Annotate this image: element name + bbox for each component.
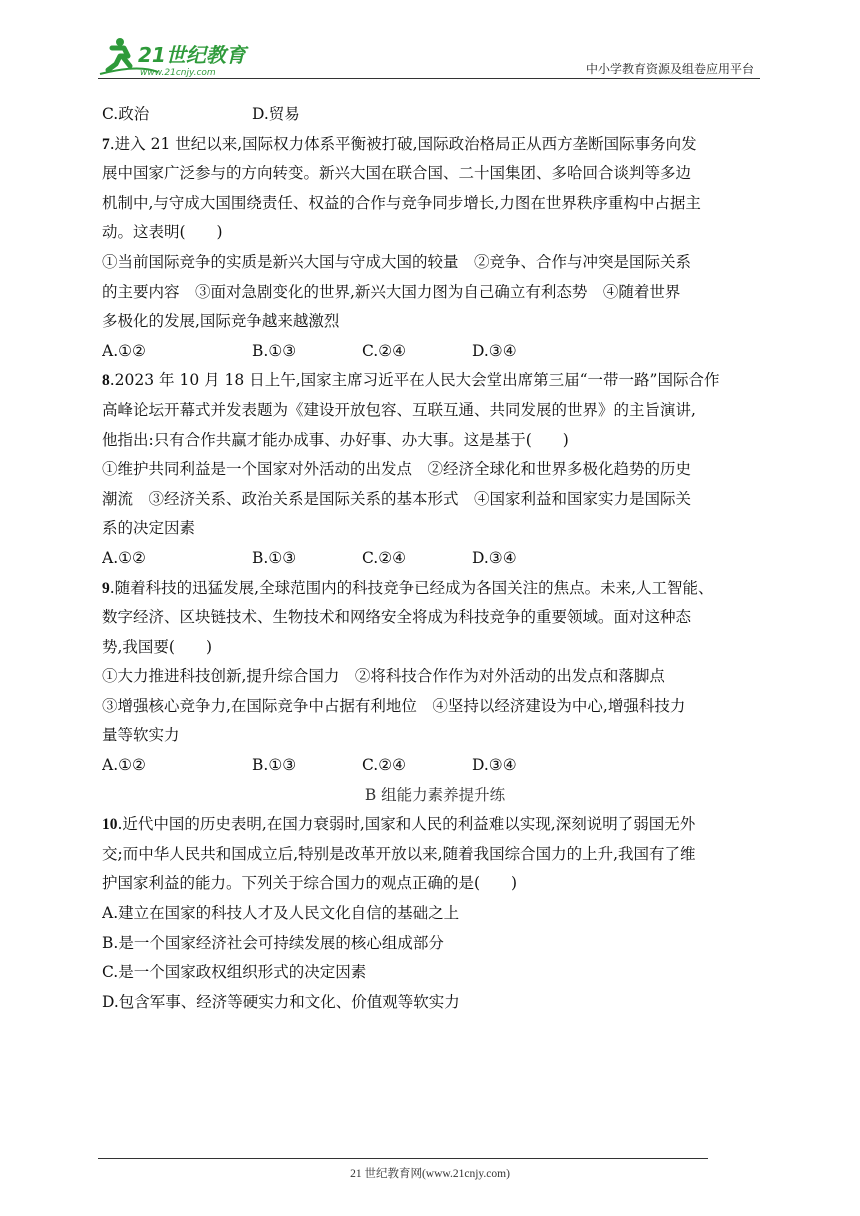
question-7: [102, 130, 768, 367]
statement-text: ①大力推进科技创新,提升综合国力 ②将科技合作作为对外活动的出发点和落脚点: [102, 667, 665, 686]
question-text: 高峰论坛开幕式并发表题为《建设开放包容、互联互通、共同发展的世界》的主旨演讲,: [102, 400, 696, 419]
statement-text: ①维护共同利益是一个国家对外活动的出发点 ②经济全球化和世界多极化趋势的历史: [102, 460, 692, 479]
option-b: B.①③: [252, 341, 297, 360]
page-footer: 21 世纪教育网(www.21cnjy.com): [350, 1168, 510, 1180]
answer-options: [102, 544, 768, 574]
question-text: 展中国家广泛参与的方向转变。新兴大国在联合国、二十国集团、多哈回合谈判等多边: [102, 164, 692, 183]
option-a: A.①②: [102, 548, 146, 567]
option-a: A.①②: [102, 341, 146, 360]
question-text: 他指出:只有合作共赢才能办成事、办好事、办大事。这是基于( ): [102, 430, 569, 449]
question-number: 8: [102, 372, 110, 390]
option-c: C.②④: [362, 341, 407, 360]
page-header: [98, 34, 758, 80]
question-text: 交;而中华人民共和国成立后,特别是改革开放以来,随着我国综合国力的上升,我国有了维: [102, 844, 696, 863]
platform-name: 中小学教育资源及组卷应用平台: [585, 62, 754, 76]
question-content: [102, 100, 768, 1017]
question-text: .随着科技的迅猛发展,全球范围内的科技竞争已经成为各国关注的焦点。未来,人工智能、: [109, 578, 714, 597]
question-9: [102, 574, 768, 781]
statement-text: 多极化的发展,国际竞争越来越激烈: [102, 312, 340, 331]
question-text: 机制中,与守成大国围绕责任、权益的合作与竞争同步增长,力图在世界秩序重构中占据主: [102, 193, 701, 212]
option-d: D.③④: [472, 341, 517, 360]
option-d: D.贸易: [252, 105, 300, 123]
question-text: 动。这表明( ): [102, 223, 223, 242]
question-number: 9: [102, 579, 110, 597]
statement-text: ③增强核心竞争力,在国际竞争中占据有利地位 ④坚持以经济建设为中心,增强科技力: [102, 696, 686, 715]
option-c: C.②④: [362, 548, 407, 567]
statement-text: 系的决定因素: [102, 519, 196, 538]
logo: [98, 34, 268, 80]
question-8: [102, 366, 768, 573]
option-a: A.建立在国家的科技人才及人民文化自信的基础之上: [102, 904, 460, 923]
statement-text: ①当前国际竞争的实质是新兴大国与守成大国的较量 ②竞争、合作与冲突是国际关系: [102, 252, 692, 271]
question-text: .近代中国的历史表明,在国力衰弱时,国家和人民的利益难以实现,深刻说明了弱国无外: [117, 815, 696, 834]
logo-text: 21世纪教育: [138, 43, 246, 67]
question-number: 7: [102, 135, 110, 153]
logo-url: www.21cnjy.com: [140, 68, 216, 78]
option-c: C.②④: [362, 756, 407, 775]
option-d: D.③④: [472, 548, 517, 567]
footer-divider: [98, 1158, 708, 1159]
header-divider: [98, 78, 760, 79]
option-b: B.是一个国家经济社会可持续发展的核心组成部分: [102, 933, 444, 952]
option-d: D.包含军事、经济等硬实力和文化、价值观等软实力: [102, 992, 460, 1011]
question-text: 势,我国要( ): [102, 637, 213, 656]
q6-options: [102, 100, 768, 130]
question-text: .2023 年 10 月 18 日上午,国家主席习近平在人民大会堂出席第三届“一带一路”国际合作: [109, 371, 720, 390]
option-d: D.③④: [472, 756, 517, 775]
question-text: 数字经济、区块链技术、生物技术和网络安全将成为科技竞争的重要领域。面对这种态: [102, 608, 692, 627]
option-c: C.政治: [102, 105, 150, 123]
question-text: .进入 21 世纪以来,国际权力体系平衡被打破,国际政治格局正从西方垄断国际事务向发: [109, 134, 697, 153]
statement-text: 潮流 ③经济关系、政治关系是国际关系的基本形式 ④国家利益和国家实力是国际关: [102, 489, 692, 508]
statement-text: 量等软实力: [102, 726, 180, 745]
answer-options: [102, 751, 768, 781]
option-c: C.是一个国家政权组织形式的决定因素: [102, 963, 367, 982]
option-b: B.①③: [252, 548, 297, 567]
answer-options: [102, 337, 768, 367]
section-title: B 组能力素养提升练: [364, 785, 506, 804]
question-text: 护国家利益的能力。下列关于综合国力的观点正确的是( ): [102, 874, 518, 893]
option-b: B.①③: [252, 756, 297, 775]
question-10: [102, 810, 768, 1017]
option-a: A.①②: [102, 756, 146, 775]
statement-text: 的主要内容 ③面对急剧变化的世界,新兴大国力图为自己确立有利态势 ④随着世界: [102, 282, 681, 301]
question-number: 10: [102, 816, 118, 834]
